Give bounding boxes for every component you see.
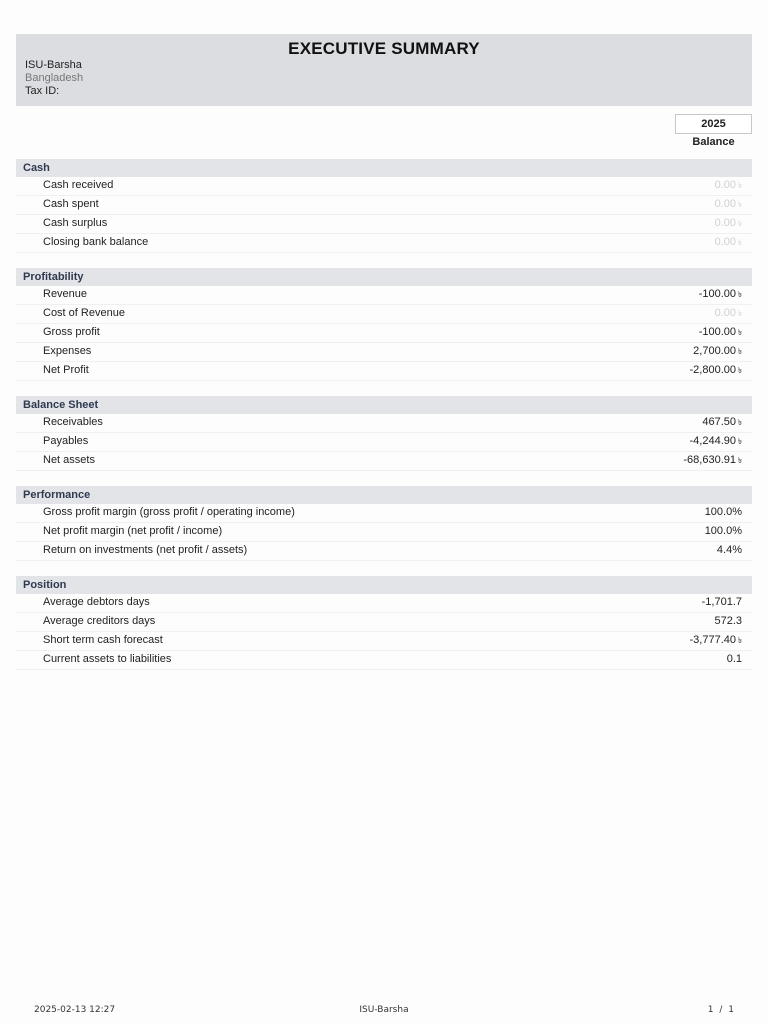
value-amount: 4.4% (716, 544, 742, 556)
row-value (715, 196, 742, 213)
value-amount: 0.1 (726, 653, 742, 665)
column-header (16, 114, 752, 159)
row-value (727, 651, 742, 668)
table-row (16, 433, 752, 452)
currency-symbol: ৳ (738, 309, 742, 318)
table-row (16, 196, 752, 215)
year-column-header: 2025 (675, 114, 752, 134)
currency-symbol: ৳ (738, 238, 742, 247)
company-name: ISU-Barsha (25, 59, 82, 71)
row-label: Cash spent (43, 198, 99, 210)
table-row (16, 594, 752, 613)
row-value (714, 613, 742, 630)
table-row (16, 613, 752, 632)
value-amount: 100.0% (704, 525, 742, 537)
currency-symbol: ৳ (738, 456, 742, 465)
row-label: Net assets (43, 454, 95, 466)
section-position (16, 576, 752, 670)
row-label: Gross profit (43, 326, 100, 338)
table-row (16, 651, 752, 670)
section-title: Performance (16, 486, 752, 504)
row-label: Receivables (43, 416, 103, 428)
row-label: Net profit margin (net profit / income) (43, 525, 223, 537)
section-title: Position (16, 576, 752, 594)
value-amount: -1,701.7 (701, 596, 742, 608)
section-title: Balance Sheet (16, 396, 752, 414)
row-label: Cost of Revenue (43, 307, 125, 319)
currency-symbol: ৳ (738, 200, 742, 209)
table-row (16, 632, 752, 651)
value-amount: -100.00 (698, 288, 736, 300)
report-header (16, 34, 752, 106)
currency-symbol: ৳ (738, 328, 742, 337)
row-value (715, 215, 742, 232)
table-row (16, 286, 752, 305)
row-label: Revenue (43, 288, 88, 300)
currency-symbol: ৳ (738, 181, 742, 190)
balance-column-label: Balance (692, 136, 735, 148)
row-value (683, 452, 742, 469)
page-current: 1 (707, 1005, 714, 1015)
section-title: Profitability (16, 268, 752, 286)
company-info (25, 59, 83, 98)
table-row (16, 362, 752, 381)
currency-symbol: ৳ (738, 418, 742, 427)
footer-timestamp: 2025-02-13 12:27 (34, 1005, 116, 1015)
value-amount: 467.50 (702, 416, 736, 428)
value-amount: 0.00 (714, 236, 736, 248)
table-row (16, 343, 752, 362)
value-amount: 0.00 (714, 179, 736, 191)
page-separator: / (719, 1005, 723, 1015)
table-row (16, 215, 752, 234)
row-label: Payables (43, 435, 89, 447)
row-value (717, 542, 742, 559)
row-label: Current assets to liabilities (43, 653, 172, 665)
row-label: Short term cash forecast (43, 634, 163, 646)
value-amount: -100.00 (698, 326, 736, 338)
section-performance (16, 486, 752, 561)
page-number (708, 1005, 734, 1015)
table-row (16, 414, 752, 433)
company-tax-id: Tax ID: (25, 85, 60, 97)
currency-symbol: ৳ (738, 219, 742, 228)
section-balance-sheet (16, 396, 752, 471)
value-amount: -4,244.90 (689, 435, 736, 447)
value-amount: -2,800.00 (689, 364, 736, 376)
row-value (715, 177, 742, 194)
company-country: Bangladesh (25, 72, 84, 84)
row-value (715, 305, 742, 322)
currency-symbol: ৳ (738, 290, 742, 299)
table-row (16, 523, 752, 542)
section-profitability (16, 268, 752, 381)
report-title: EXECUTIVE SUMMARY (288, 39, 480, 58)
row-label: Closing bank balance (43, 236, 149, 248)
currency-symbol: ৳ (738, 347, 742, 356)
section-title: Cash (16, 159, 752, 177)
row-value (690, 632, 742, 649)
table-row (16, 305, 752, 324)
table-row (16, 452, 752, 471)
row-value (690, 433, 742, 450)
row-value (699, 286, 742, 303)
table-row (16, 542, 752, 561)
row-label: Cash received (43, 179, 114, 191)
row-value (705, 523, 742, 540)
row-label: Net Profit (43, 364, 89, 376)
currency-symbol: ৳ (738, 437, 742, 446)
row-value (702, 594, 742, 611)
value-amount: 0.00 (714, 307, 736, 319)
table-row (16, 324, 752, 343)
value-amount: 0.00 (714, 217, 736, 229)
value-amount: 100.0% (704, 506, 742, 518)
row-label: Expenses (43, 345, 92, 357)
table-row (16, 234, 752, 253)
value-amount: 2,700.00 (693, 345, 736, 357)
row-label: Gross profit margin (gross profit / operating income) (43, 506, 295, 518)
row-value (702, 414, 742, 431)
row-value (699, 324, 742, 341)
row-value (693, 343, 742, 360)
row-value (690, 362, 742, 379)
footer-company: ISU-Barsha (359, 1005, 409, 1015)
section-cash (16, 159, 752, 253)
report-page (16, 34, 752, 685)
row-label: Return on investments (net profit / assets) (43, 544, 248, 556)
row-value (705, 504, 742, 521)
row-value (715, 234, 742, 251)
table-row (16, 504, 752, 523)
report-sections (16, 159, 752, 670)
page-footer (0, 1005, 768, 1019)
currency-symbol: ৳ (738, 636, 742, 645)
row-label: Average creditors days (43, 615, 156, 627)
table-row (16, 177, 752, 196)
value-amount: -68,630.91 (683, 454, 736, 466)
value-amount: -3,777.40 (689, 634, 736, 646)
page-total: 1 (728, 1005, 734, 1015)
value-amount: 572.3 (714, 615, 742, 627)
currency-symbol: ৳ (738, 366, 742, 375)
row-label: Cash surplus (43, 217, 108, 229)
value-amount: 0.00 (714, 198, 736, 210)
row-label: Average debtors days (43, 596, 150, 608)
